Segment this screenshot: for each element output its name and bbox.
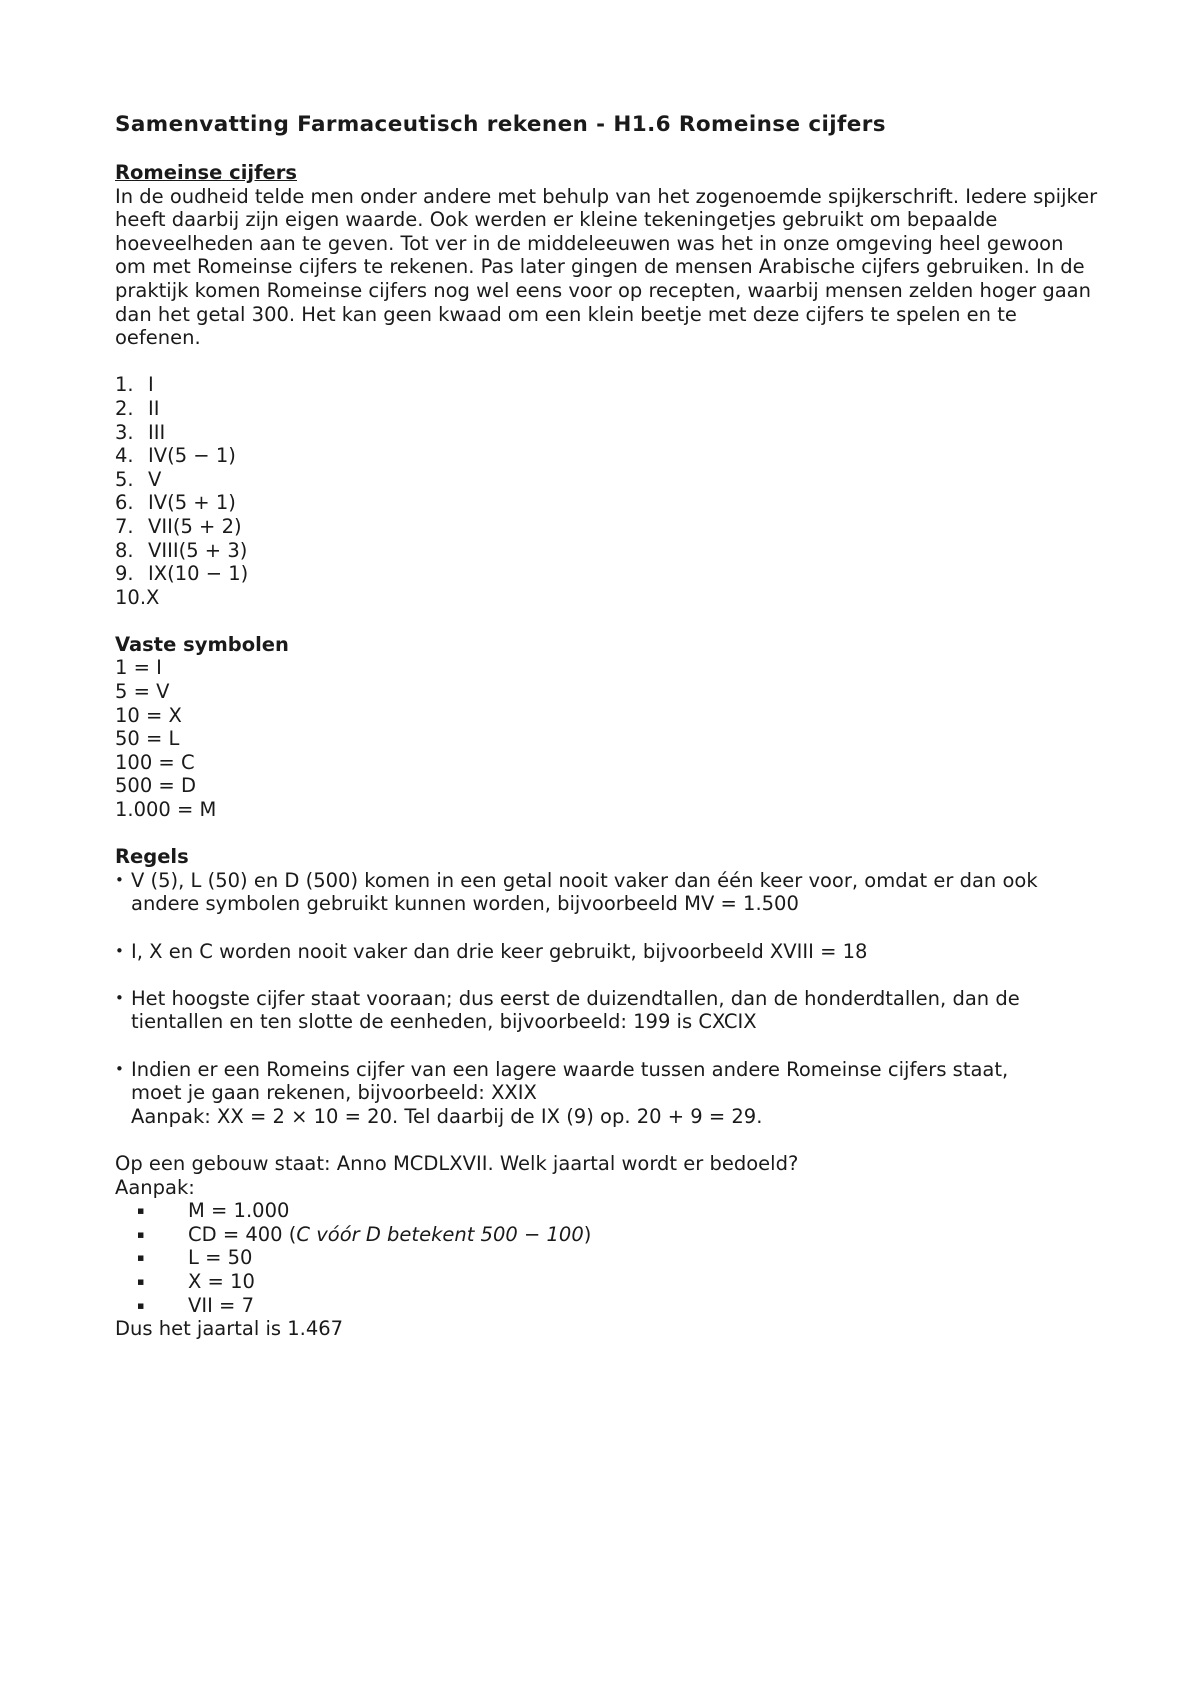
bullet-icon: •: [115, 1059, 124, 1078]
list-item: 1 = I: [115, 656, 162, 680]
example-conclusion: Dus het jaartal is 1.467: [115, 1317, 344, 1341]
square-bullet-icon: ▪: [137, 1204, 145, 1218]
rule-item: • I, X en C worden nooit vaker dan drie keer gebruikt, bijvoorbeeld XVIII = 18: [115, 939, 868, 963]
rule-item: • Het hoogste cijfer staat vooraan; dus eerst de duizendtallen, dan de honderdtallen, dan de tientallen en ten slotte de eenheden, bijvoorbeeld: 199 is CXCIX: [115, 986, 1020, 1034]
list-item: 500 = D: [115, 774, 196, 798]
rule-item: • Indien er een Romeins cijfer van een lagere waarde tussen andere Romeinse cijfers staat, moet je gaan rekenen, bijvoorbeeld: XXIX Aanpak: XX = 2 × 10 = 20. Tel daarbij de IX (9) op. 20 + 9 = 29.: [115, 1057, 1009, 1128]
step-item: ▪ X = 10: [115, 1270, 1115, 1294]
step-item: ▪ VII = 7: [115, 1294, 1115, 1318]
step-item: ▪ L = 50: [115, 1246, 1115, 1270]
section-heading-vaste-symbolen: Vaste symbolen: [115, 632, 289, 656]
list-item: 8. VIII(5 + 3): [115, 538, 248, 562]
numbered-list: [115, 373, 1115, 609]
list-item: 5 = V: [115, 680, 170, 704]
list-item: 2. II: [115, 396, 160, 420]
example-question: Op een gebouw staat: Anno MCDLXVII. Welk jaartal wordt er bedoeld?: [115, 1151, 799, 1175]
rule-item: • V (5), L (50) en D (500) komen in een getal nooit vaker dan één keer voor, omdat er dan ook andere symbolen gebruikt kunnen worden, bijvoorbeeld MV = 1.500: [115, 868, 1038, 916]
list-item: 7. VII(5 + 2): [115, 514, 242, 538]
list-item: 1.000 = M: [115, 798, 217, 822]
step-item: ▪ CD = 400 (C vóór D betekent 500 − 100): [115, 1223, 1115, 1247]
square-bullet-icon: ▪: [137, 1251, 145, 1265]
list-item: 100 = C: [115, 750, 195, 774]
square-bullet-icon: ▪: [137, 1274, 145, 1288]
section-heading-regels: Regels: [115, 845, 189, 869]
list-item: 10 = X: [115, 703, 182, 727]
document-title: Samenvatting Farmaceutisch rekenen - H1.6 Romeinse cijfers: [115, 112, 886, 137]
section-heading-romeinse-cijfers: Romeinse cijfers: [115, 161, 298, 184]
intro-paragraph: In de oudheid telde men onder andere met behulp van het zogenoemde spijkerschrift. Iedere spijker heeft daarbij zijn eigen waarde. Ook werden er kleine tekeningetjes gebruikt om bepaalde hoeveelheden aan te geven. Tot ver in de middeleeuwen was het in onze omgeving heel gewoon om met Romeinse cijfers te rekenen. Pas later gingen de mensen Arabische cijfers gebruiken. In de praktijk komen Romeinse cijfers nog wel eens voor op recepten, waarbij mensen zelden hoger gaan dan het getal 300. Het kan geen kwaad om een klein beetje met deze cijfers te spelen en te oefenen.: [115, 184, 1098, 350]
step-note: C vóór D betekent 500 − 100: [296, 1222, 584, 1246]
list-item: 10. X: [115, 585, 160, 609]
list-item: 50 = L: [115, 727, 180, 751]
step-item: ▪ M = 1.000: [115, 1199, 1115, 1223]
square-bullet-icon: ▪: [137, 1298, 145, 1312]
list-item: 9. IX(10 − 1): [115, 562, 249, 586]
bullet-icon: •: [115, 941, 124, 960]
bullet-icon: •: [115, 988, 124, 1007]
square-bullet-icon: ▪: [137, 1227, 145, 1241]
document-body: [115, 112, 1115, 1341]
list-item: 1. I: [115, 373, 154, 397]
list-item: 6. IV(5 + 1): [115, 491, 236, 515]
list-item: 3. III: [115, 420, 166, 444]
spacer: [115, 916, 1115, 940]
spacer: [115, 963, 1115, 987]
symbols-list: [115, 656, 1115, 821]
spacer: [115, 822, 1115, 846]
spacer: [115, 609, 1115, 633]
spacer: [115, 350, 1115, 374]
aanpak-label: Aanpak:: [115, 1175, 195, 1199]
list-item: 5. V: [115, 467, 162, 491]
list-item: 4. IV(5 − 1): [115, 444, 236, 468]
spacer: [115, 1034, 1115, 1058]
spacer: [115, 1128, 1115, 1152]
bullet-icon: •: [115, 870, 124, 889]
